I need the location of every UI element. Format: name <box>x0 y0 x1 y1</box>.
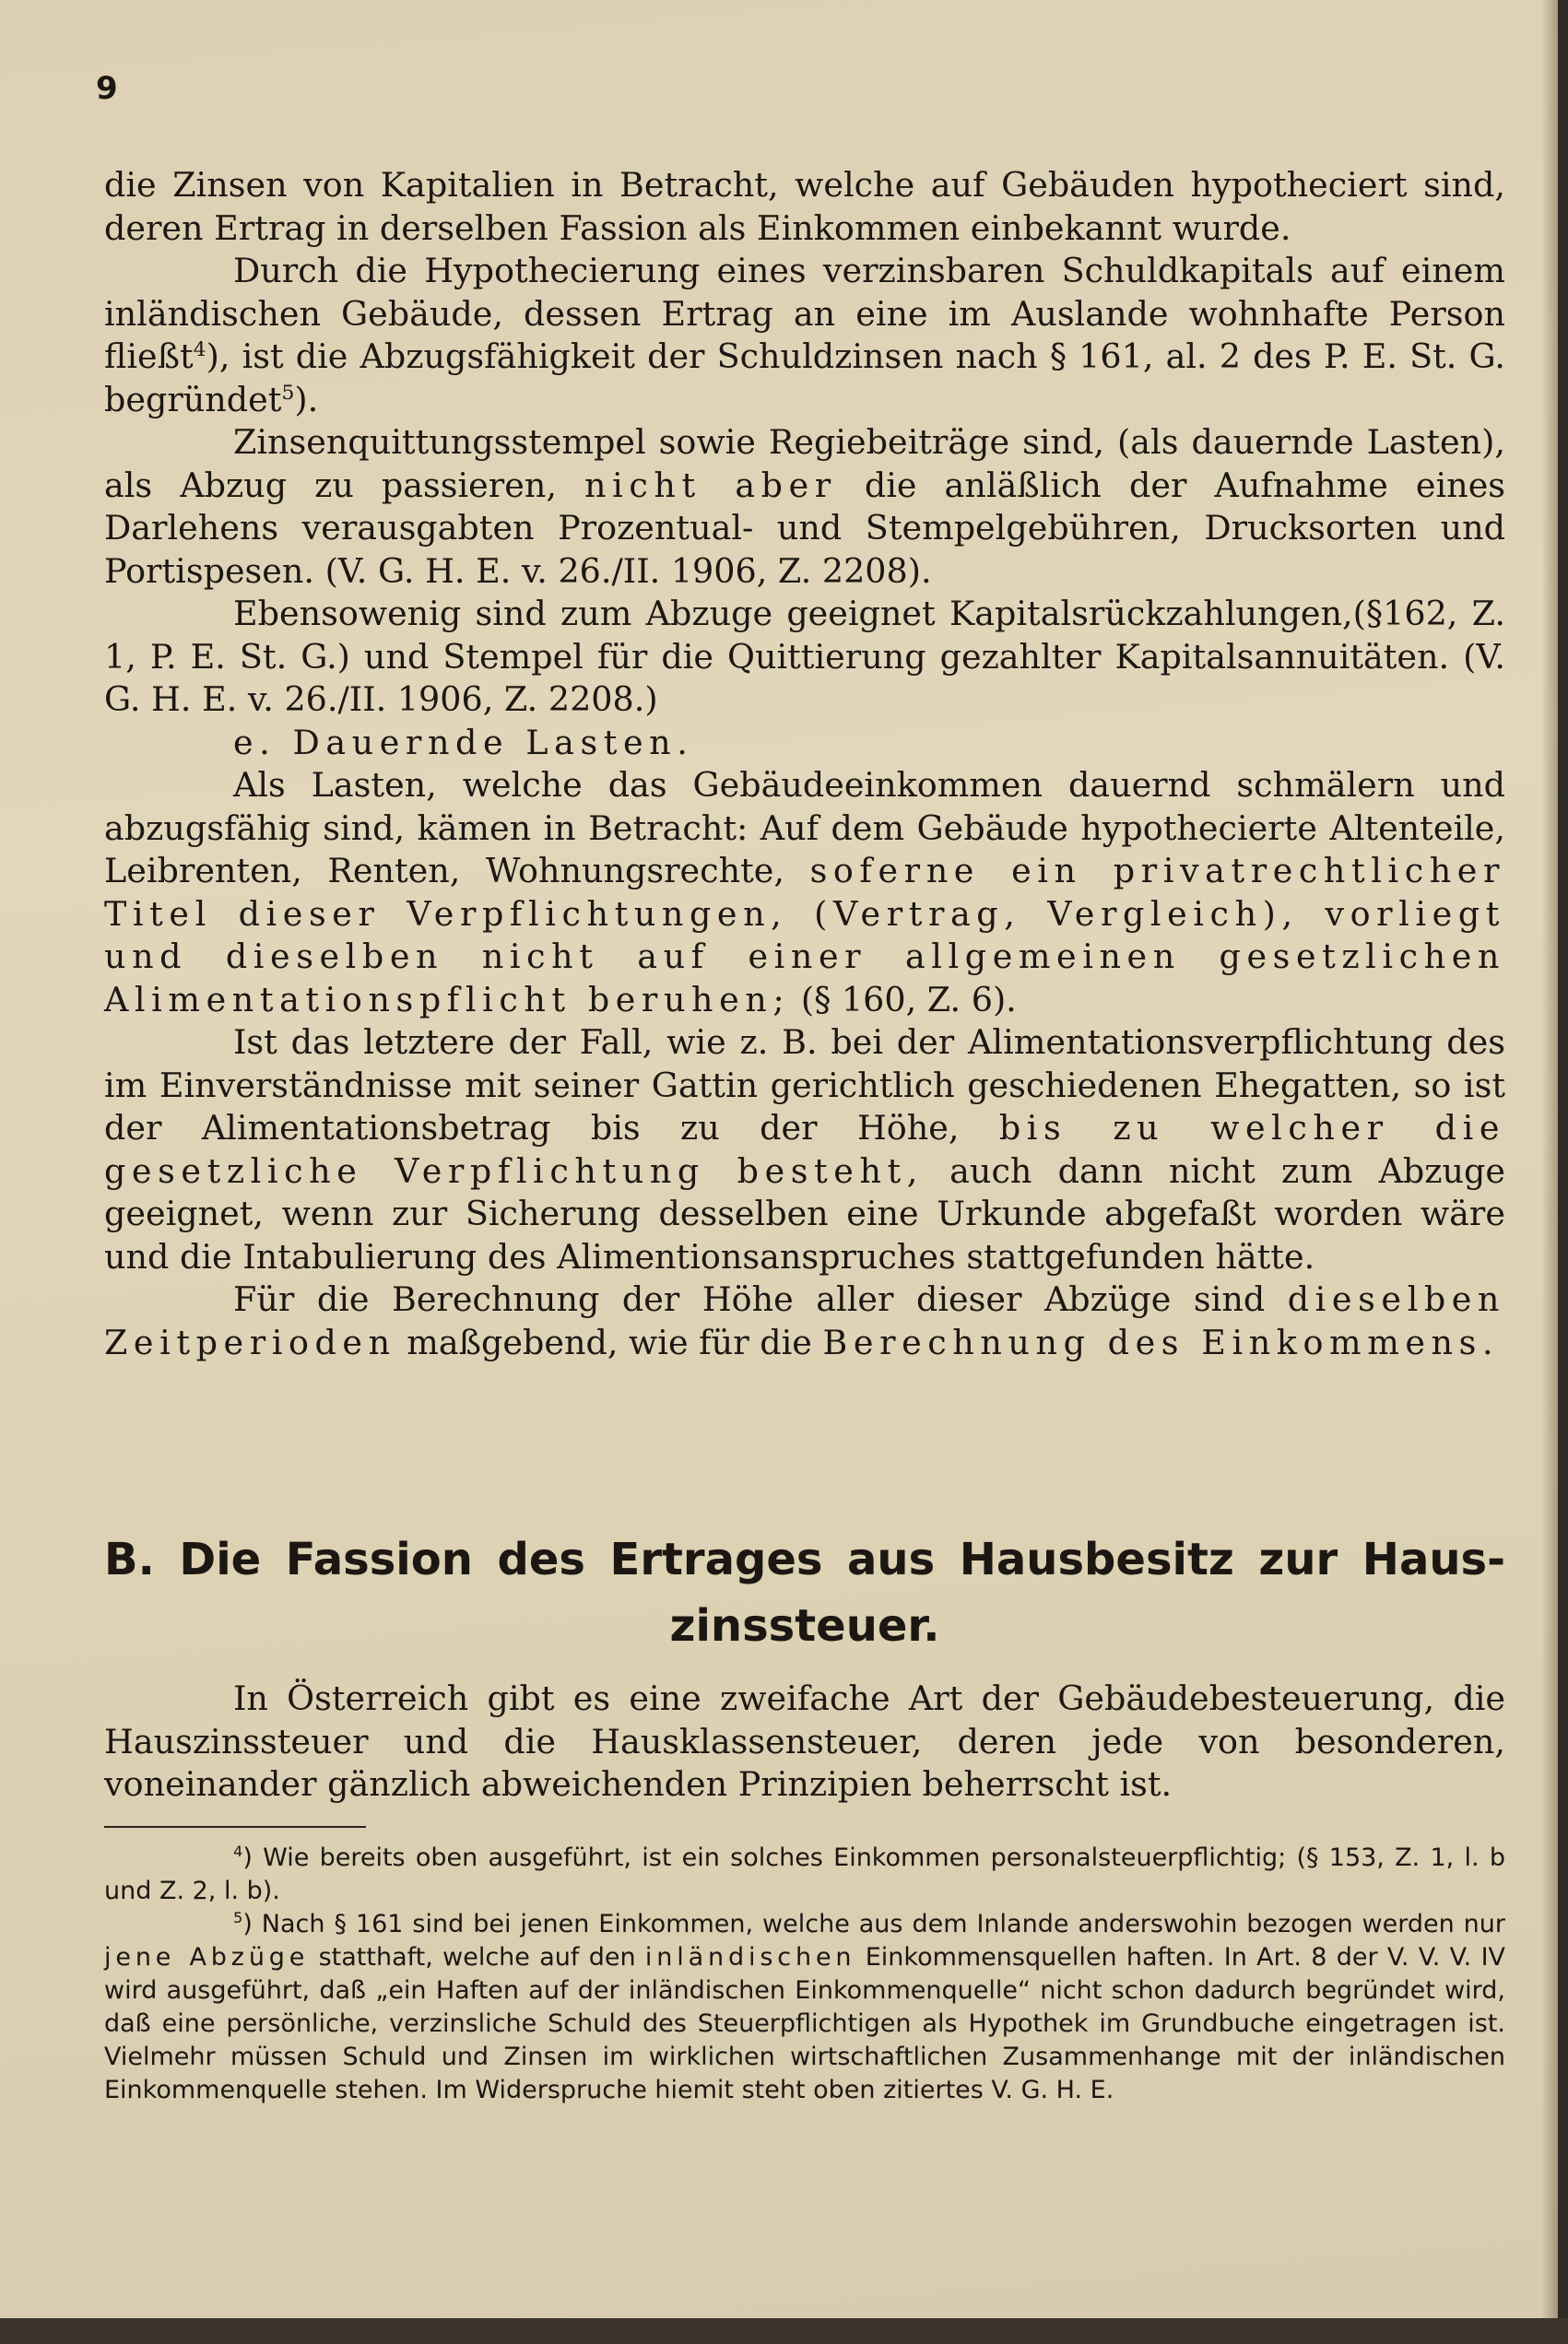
paragraph-7: Für die Berechnung der Höhe aller dieser Abzüge sind dieselben Zeitperioden maßgebend, wie für die Berechnung des Einkommens. <box>104 1279 1505 1362</box>
emphasis-spaced: Berechnung des Einkommens. <box>822 1322 1500 1362</box>
footnotes <box>104 1842 1505 2107</box>
paragraph-6: Ist das letztere der Fall, wie z. B. bei der Alimentationsverpflichtung des im Einverständnisse mit seiner Gattin gerichtlich geschiedenen Ehegatten, so ist der Alimentationsbetrag bis zu der Höhe, bis zu welcher die gesetzliche Verpflichtung besteht, auch dann nicht zum Abzuge geeignet, wenn zur Sicherung desselben eine Urkunde abgefaßt worden wäre und die Intabulierung des Alimentionsanspruches stattgefunden hätte. <box>104 1022 1505 1277</box>
scan-border <box>0 2318 1568 2344</box>
footnote-5: $^5$) Nach § 161 sind bei jenen Einkommen, welche aus dem Inlande anderswohin bezogen werden nur jene Abzüge statthaft, welche auf den inländischen Einkommensquellen haften. In Art. 8 der V. V. V. IV wird ausgeführt, daß „ein Haften auf der inländischen Einkommenquelle“ nicht schon dadurch begründet wird, daß eine persönliche, verzinsliche Schuld des Steuerpflichtigen als Hypothek im Grundbuche eingetragen ist. Vielmehr müssen Schuld und Zinsen im wirklichen wirtschaftlichen Zusammenhange mit der inländischen Einkommenquelle stehen. Im Widerspruche hiemit steht oben zitiertes V. G. H. E. <box>104 1909 1506 2104</box>
emphasis-spaced: bis zu welcher die gesetzliche Verpflichtung besteht, <box>104 1108 1505 1191</box>
emphasis-spaced: dieselben Zeitperioden <box>104 1279 1505 1362</box>
main-text <box>104 164 1505 1364</box>
paragraph-1: die Zinsen von Kapitalien in Betracht, welche auf Gebäuden hypotheciert sind, deren Ertrag in derselben Fassion als Einkommen einbekannt wurde. <box>104 165 1505 248</box>
page-edge-shadow <box>1541 0 1558 2318</box>
footnote-ref-4: 4 <box>193 337 206 361</box>
page-number: 9 <box>96 70 118 107</box>
section-heading-e: e. Dauernde Lasten. <box>233 722 694 762</box>
footnote-4: $^4$) Wie bereits oben ausgeführt, ist ein solches Einkommen personalsteuerpflichtig; (§ 153, Z. 1, l. b und Z. 2, l. b). <box>104 1843 1505 1905</box>
paragraph-2: Durch die Hypothecierung eines verzinsbaren Schuldkapitals auf einem inländischen Gebäude, dessen Ertrag an eine im Auslande wohnhafte Person fließt$^4$), ist die Abzugsfähigkeit der Schuldzinsen nach § 161, al. 2 des P. E. St. G. begründet$^5$). <box>104 251 1505 419</box>
section-heading-b: B. Die Fassion des Ertrages aus Hausbesitz zur Haus- zinssteuer. <box>104 1534 1505 1652</box>
emphasis-spaced: nicht aber <box>584 465 837 505</box>
paragraph-3: Zinsenquittungsstempel sowie Regiebeiträge sind, (als dauernde Lasten), als Abzug zu passieren, nicht aber die anläßlich der Aufnahme eines Darlehens verausgabten Prozentual- und Stempelgebühren, Drucksorten und Portispesen. (V. G. H. E. v. 26./II. 1906, Z. 2208). <box>104 422 1506 591</box>
paragraph-5: Als Lasten, welche das Gebäudeeinkommen dauernd schmälern und abzugsfähig sind, kämen in Betracht: Auf dem Gebäude hypothecierte Altenteile, Leibrenten, Renten, Wohnungsrechte, soferne ein privatrechtlicher Titel dieser Verpflichtungen, (Vertrag, Vergleich), vorliegt und dieselben nicht auf einer allgemeinen gesetzlichen Alimentationspflicht beruhen; (§ 160, Z. 6). <box>104 765 1505 1019</box>
footnote-divider <box>104 1826 366 1828</box>
intro-paragraph: In Österreich gibt es eine zweifache Art der Gebäudebesteuerung, die Hauszinssteuer und die Hausklassensteuer, deren jede von besonderen, voneinander gänzlich abweichenden Prinzipien beherrscht ist. <box>104 1678 1505 1804</box>
emphasis-spaced: inländischen <box>644 1943 856 1972</box>
emphasis-spaced: jene Abzüge <box>104 1943 310 1972</box>
footnote-ref-5: 5 <box>281 381 295 405</box>
emphasis-spaced: soferne ein privatrechtlicher Titel dieser Verpflichtungen, (Vertrag, Vergleich), vorliegt und dieselben nicht auf einer allgemeinen gesetzlichen Alimentationspflicht beruhen; <box>104 851 1505 1019</box>
paragraph-4: Ebensowenig sind zum Abzuge geeignet Kapitalsrückzahlungen,(§162, Z. 1, P. E. St. G.) und Stempel für die Quittierung gezahlter Kapitalsannuitäten. (V. G. H. E. v. 26./II. 1906, Z. 2208.) <box>104 594 1505 719</box>
